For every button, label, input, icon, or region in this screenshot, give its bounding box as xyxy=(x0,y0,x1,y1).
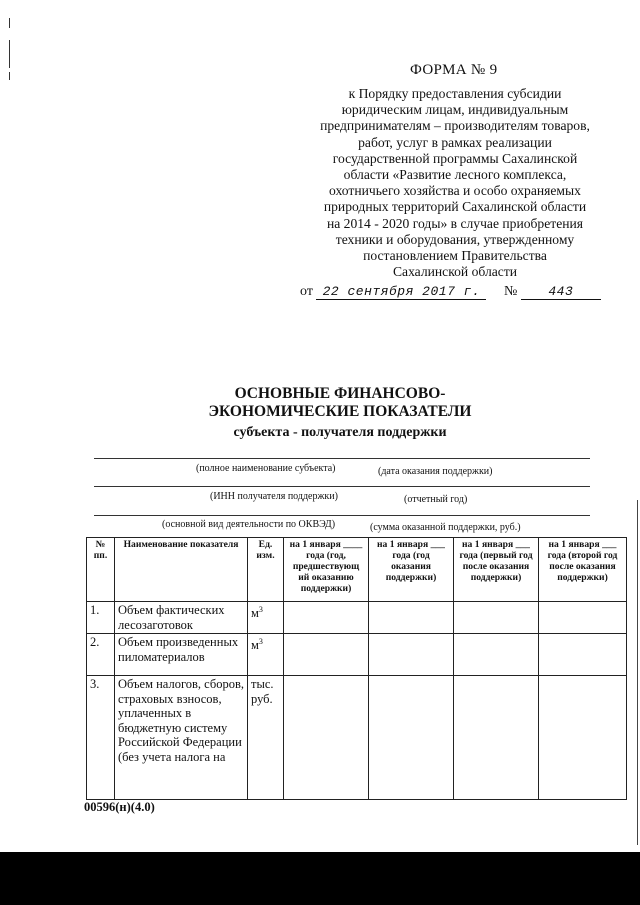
scan-edge-line xyxy=(637,500,638,845)
title-line: ОСНОВНЫЕ ФИНАНСОВО- xyxy=(234,385,446,402)
preamble-line: области «Развитие лесного комплекса, xyxy=(343,167,567,183)
preamble-line: охотничьего хозяйства и особо охраняемых xyxy=(329,183,581,199)
form-number: ФОРМА № 9 xyxy=(410,62,498,78)
unit-text: м xyxy=(251,606,259,621)
caption-full-name: (полное наименование субъекта) xyxy=(196,463,336,474)
title-line: ЭКОНОМИЧЕСКИЕ ПОКАЗАТЕЛИ xyxy=(208,403,472,420)
preamble-line: работ, услуг в рамках реализации xyxy=(358,134,552,150)
value-cell[interactable] xyxy=(369,676,454,800)
header-unit: Ед. изм. xyxy=(248,538,284,602)
caption-inn: (ИНН получателя поддержки) xyxy=(210,491,338,502)
preamble-line: предпринимателям – производителям товаров, xyxy=(320,118,590,134)
caption-support-sum: (сумма оказанной поддержки, руб.) xyxy=(370,522,521,533)
fill-line-full-name xyxy=(94,458,590,459)
row-unit xyxy=(248,602,284,634)
preamble-line: постановлением Правительства xyxy=(363,248,547,264)
header-col4: на 1 января ___ года (второй год после оказания поддержки) xyxy=(539,538,627,602)
decree-number-label: № xyxy=(503,284,518,299)
scan-margin-mark xyxy=(9,72,10,80)
header-col1: на 1 января ____ года (год, предшествующ ий оказанию поддержки) xyxy=(284,538,369,602)
preamble xyxy=(296,86,614,280)
document-subtitle: субъекта - получателя поддержки xyxy=(233,425,447,440)
header-name: Наименование показателя xyxy=(115,538,248,602)
decree-line xyxy=(300,284,601,300)
value-cell[interactable] xyxy=(539,602,627,634)
preamble-line: юридическим лицам, индивидуальным xyxy=(341,102,569,118)
value-cell[interactable] xyxy=(539,676,627,800)
unit-text: м xyxy=(251,638,259,653)
row-num: 3. xyxy=(87,676,115,800)
scan-bottom-band xyxy=(0,852,640,905)
table-row xyxy=(87,602,627,634)
table-header-row xyxy=(87,538,627,602)
row-num: 2. xyxy=(87,634,115,676)
fill-line-inn xyxy=(94,486,590,487)
decree-number: 443 xyxy=(521,284,601,300)
header-col3: на 1 января ___ года (первый год после оказания поддержки) xyxy=(454,538,539,602)
header-num: № пп. xyxy=(87,538,115,602)
value-cell[interactable] xyxy=(284,602,369,634)
caption-support-date: (дата оказания поддержки) xyxy=(378,466,493,477)
value-cell[interactable] xyxy=(284,676,369,800)
scan-margin-mark xyxy=(9,40,10,68)
document-title xyxy=(160,385,520,421)
preamble-line: природных территорий Сахалинской области xyxy=(323,199,587,215)
row-unit xyxy=(248,676,284,800)
preamble-line: государственной программы Сахалинской xyxy=(332,150,578,166)
indicators-table xyxy=(86,537,627,800)
preamble-line: техники и оборудования, утвержденному xyxy=(335,231,575,247)
value-cell[interactable] xyxy=(539,634,627,676)
unit-sup: 3 xyxy=(258,605,263,614)
caption-okved: (основной вид деятельности по ОКВЭД) xyxy=(162,519,336,530)
value-cell[interactable] xyxy=(454,676,539,800)
row-name: Объем налогов, сборов, страховых взносов, уплаченных в бюджетную систему Российской Федерации (без учета налога на xyxy=(115,676,248,800)
row-num: 1. xyxy=(87,602,115,634)
row-unit xyxy=(248,634,284,676)
unit-text: тыс. руб. xyxy=(251,677,274,706)
form-code: 00596(н)(4.0) xyxy=(84,800,155,814)
table-row xyxy=(87,634,627,676)
row-name: Объем фактических лесозаготовок xyxy=(115,602,248,634)
unit-sup: 3 xyxy=(258,637,263,646)
caption-report-year: (отчетный год) xyxy=(404,494,468,505)
fill-line-okved xyxy=(94,515,590,516)
value-cell[interactable] xyxy=(369,634,454,676)
value-cell[interactable] xyxy=(454,634,539,676)
preamble-line: Сахалинской области xyxy=(392,264,518,280)
header-col2: на 1 января ___ года (год оказания поддержки) xyxy=(369,538,454,602)
decree-from-label: от xyxy=(300,284,313,299)
preamble-line: на 2014 - 2020 годы» в случае приобретения xyxy=(326,215,584,231)
table-row xyxy=(87,676,627,800)
value-cell[interactable] xyxy=(454,602,539,634)
scan-margin-mark xyxy=(9,18,10,28)
preamble-line: к Порядку предоставления субсидии xyxy=(348,86,562,101)
value-cell[interactable] xyxy=(369,602,454,634)
value-cell[interactable] xyxy=(284,634,369,676)
row-name: Объем произведенных пиломатериалов xyxy=(115,634,248,676)
decree-date: 22 сентября 2017 г. xyxy=(316,284,486,300)
